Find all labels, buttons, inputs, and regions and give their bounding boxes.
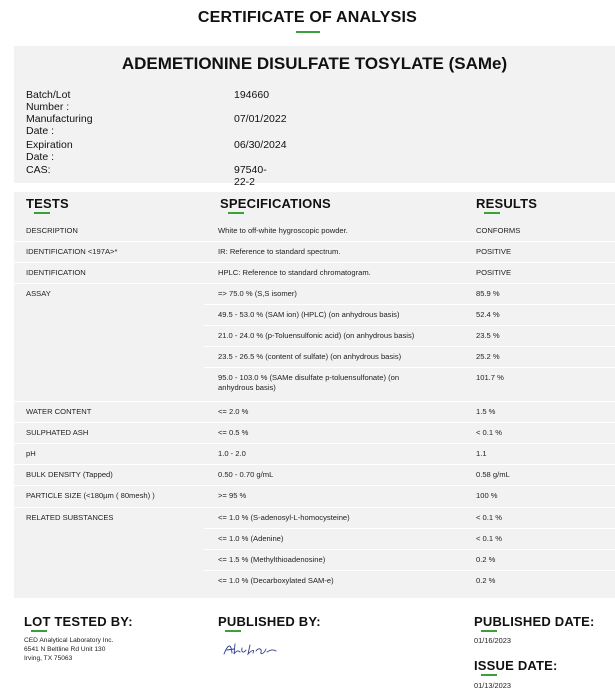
row-divider — [14, 401, 615, 402]
row-spec: <= 0.5 % — [218, 428, 249, 437]
row-divider — [204, 570, 615, 571]
row-divider — [14, 443, 615, 444]
info-value: 06/30/2024 — [234, 139, 287, 151]
row-result: < 0.1 % — [476, 513, 502, 522]
row-result: CONFORMS — [476, 226, 521, 235]
row-spec: <= 1.0 % (S-adenosyl-L-homocysteine) — [218, 513, 350, 522]
footer-underline — [225, 630, 241, 632]
row-divider — [14, 507, 615, 508]
row-result: 100 % — [476, 491, 498, 500]
header-underline — [484, 212, 500, 214]
info-value: 97540-22-2 — [234, 164, 267, 188]
row-test: PARTICLE SIZE (<180µm ( 80mesh) ) — [26, 491, 155, 500]
row-result: POSITIVE — [476, 247, 512, 256]
row-result: 0.2 % — [476, 576, 496, 585]
row-result: 25.2 % — [476, 352, 500, 361]
row-divider — [204, 346, 615, 347]
header-underline — [34, 212, 50, 214]
row-spec: => 75.0 % (S,S isomer) — [218, 289, 297, 298]
published-date-label: PUBLISHED DATE: — [474, 614, 595, 629]
row-result: POSITIVE — [476, 268, 512, 277]
issue-date-label: ISSUE DATE: — [474, 658, 558, 673]
row-test: IDENTIFICATION <197A>* — [26, 247, 118, 256]
row-result: 1.5 % — [476, 407, 496, 416]
row-divider — [14, 464, 615, 465]
row-result: < 0.1 % — [476, 534, 502, 543]
row-spec: IR: Reference to standard spectrum. — [218, 247, 341, 256]
info-label: CAS: — [26, 164, 51, 176]
row-divider — [14, 241, 615, 242]
row-result: 101.7 % — [476, 373, 504, 382]
row-divider — [204, 367, 615, 368]
row-spec: <= 2.0 % — [218, 407, 249, 416]
row-divider — [14, 262, 615, 263]
lot-tested-by-label: LOT TESTED BY: — [24, 614, 133, 629]
issue-date-value: 01/13/2023 — [474, 681, 511, 690]
lab-city: Irving, TX 75063 — [24, 655, 73, 662]
row-result: 0.58 g/mL — [476, 470, 510, 479]
tests-table — [14, 192, 615, 598]
row-divider — [204, 325, 615, 326]
row-divider — [14, 485, 615, 486]
header-specifications: SPECIFICATIONS — [220, 196, 331, 211]
info-label: Batch/Lot Number : — [26, 89, 71, 113]
row-test: BULK DENSITY (Tapped) — [26, 470, 113, 479]
signature-image — [222, 640, 278, 658]
product-name: ADEMETIONINE DISULFATE TOSYLATE (SAMe) — [121, 54, 508, 73]
row-test: ASSAY — [26, 289, 51, 298]
row-spec: 21.0 - 24.0 % (p-Toluensulfonic acid) (on anhydrous basis) — [218, 331, 415, 340]
row-spec: <= 1.0 % (Adenine) — [218, 534, 284, 543]
row-spec: <= 1.5 % (Methylthioadenosine) — [218, 555, 326, 564]
header-tests: TESTS — [26, 196, 69, 211]
row-test: SULPHATED ASH — [26, 428, 89, 437]
row-spec: <= 1.0 % (Decarboxylated SAM-e) — [218, 576, 334, 585]
row-result: 0.2 % — [476, 555, 496, 564]
row-spec: 23.5 - 26.5 % (content of sulfate) (on anhydrous basis) — [218, 352, 402, 361]
row-test: WATER CONTENT — [26, 407, 92, 416]
row-divider — [204, 304, 615, 305]
row-spec: 49.5 - 53.0 % (SAM ion) (HPLC) (on anhydrous basis) — [218, 310, 400, 319]
footer-underline — [481, 674, 497, 676]
row-divider — [14, 422, 615, 423]
row-result: 1.1 — [476, 449, 487, 458]
row-result: < 0.1 % — [476, 428, 502, 437]
row-divider — [14, 283, 615, 284]
row-spec: White to off-white hygroscopic powder. — [218, 226, 348, 235]
row-spec: >= 95 % — [218, 491, 247, 500]
info-value: 07/01/2022 — [234, 113, 287, 125]
row-spec: 0.50 - 0.70 g/mL — [218, 470, 274, 479]
row-result: 85.9 % — [476, 289, 500, 298]
footer-underline — [31, 630, 47, 632]
row-spec: HPLC: Reference to standard chromatogram. — [218, 268, 371, 277]
info-label: Expiration Date : — [26, 139, 73, 163]
footer-underline — [481, 630, 497, 632]
lab-name: CED Analytical Laboratory Inc. — [24, 637, 114, 644]
document-title: CERTIFICATE OF ANALYSIS — [197, 9, 418, 26]
row-test: pH — [26, 449, 36, 458]
row-result: 23.5 % — [476, 331, 500, 340]
row-spec: 1.0 - 2.0 — [218, 449, 246, 458]
row-divider — [204, 528, 615, 529]
row-divider — [204, 549, 615, 550]
row-result: 52.4 % — [476, 310, 500, 319]
row-test: DESCRIPTION — [26, 226, 78, 235]
lab-address: 6541 N Beltline Rd Unit 130 — [24, 646, 106, 653]
row-spec: 95.0 - 103.0 % (SAMe disulfate p-toluensulfonate) (on anhydrous basis) — [218, 373, 400, 392]
published-by-label: PUBLISHED BY: — [218, 614, 321, 629]
header-results: RESULTS — [476, 196, 538, 211]
title-underline — [296, 31, 320, 33]
row-test: IDENTIFICATION — [26, 268, 86, 277]
product-info-panel — [14, 46, 615, 188]
published-date-value: 01/16/2023 — [474, 636, 511, 645]
row-test: RELATED SUBSTANCES — [26, 513, 114, 522]
info-value: 194660 — [234, 89, 270, 101]
info-label: Manufacturing Date : — [26, 113, 93, 137]
header-underline — [228, 212, 244, 214]
